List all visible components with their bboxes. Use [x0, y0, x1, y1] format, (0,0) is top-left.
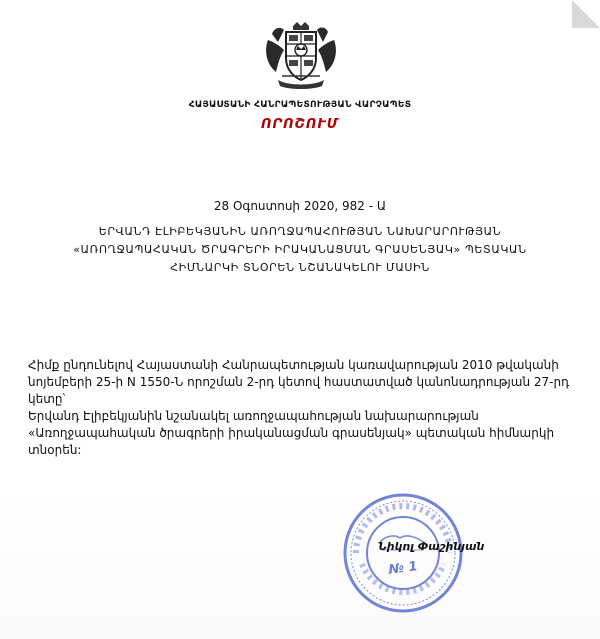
title-line-1: ԵՐՎԱՆԴ ԷԼԻԲԵԿՅԱՆԻՆ ԱՌՈՂՋԱՊԱՀՈՒԹՅԱՆ ՆԱԽԱՐԱՐՈՒԹՅԱՆ [98, 225, 502, 238]
coat-of-arms-icon [262, 20, 340, 92]
body-paragraph-basis: Հիմք ընդունելով Հայաստանի Հանրապետության կառավարության 2010 թվականի նոյեմբերի 25-ի N 1550-Ն որոշման 2-րդ կետով հաստատված կանոնադրության 27-րդ կետը՝ [28, 358, 570, 406]
title-line-2: «ԱՌՈՂՋԱՊԱՀԱԿԱՆ ԾՐԱԳՐԵՐԻ ԻՐԱԿԱՆԱՑՄԱՆ ԳՐԱՍԵՆՅԱԿ» ՊԵՏԱԿԱՆ [73, 243, 527, 256]
page-bottom-area [0, 488, 600, 639]
issuer-heading: ՀԱՅԱՍՏԱՆԻ ՀԱՆՐԱՊԵՏՈՒԹՅԱՆ ՎԱՐՉԱՊԵՏ [188, 100, 412, 110]
title-line-3: ՀԻՄՆԱՐԿԻ ՏՆՕՐԵՆ ՆՇԱՆԱԿԵԼՈՒ ՄԱՍԻՆ [170, 261, 430, 274]
decision-title [40, 223, 560, 277]
signatory-name: Նիկոլ Փաշինյան [378, 540, 485, 553]
decision-body [28, 357, 584, 459]
official-stamp-icon [342, 492, 464, 614]
stamp-number: № 1 [387, 559, 419, 578]
date-and-number: 28 Օգոստոսի 2020, 982 - Ա [213, 199, 387, 213]
body-paragraph-appointment: Երվանդ Էլիբեկյանին նշանակել առողջապահության նախարարության «Առողջապահական ծրագրերի իրականացման գրասենյակ» պետական հիմնարկի տնօրեն: [28, 409, 555, 457]
document-type-heading: ՈՐՈՇՈՒՄ [260, 117, 340, 132]
page-corner-fold [572, 0, 600, 28]
